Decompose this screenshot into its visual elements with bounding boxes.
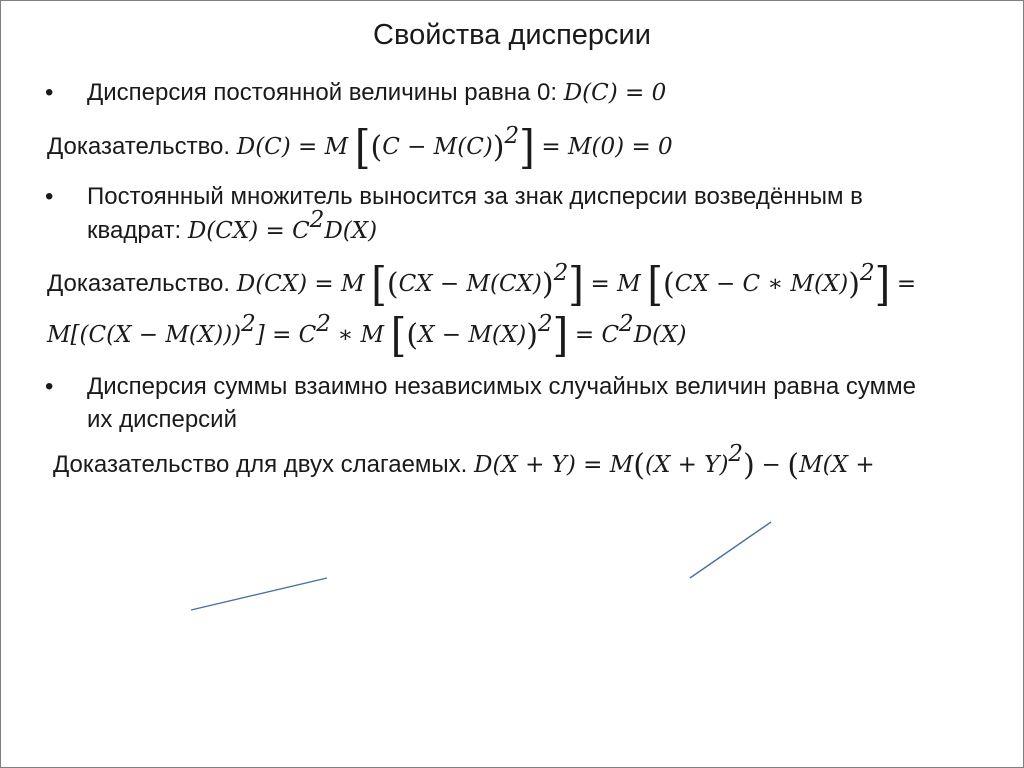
bracket-close: ] <box>519 121 535 175</box>
bracket-close: ] <box>568 258 584 312</box>
proof-1-b: C − M(C) <box>382 134 493 160</box>
proof-2-i: X − M(X) <box>418 322 527 348</box>
paren-open: ( <box>787 448 800 483</box>
proof-2-f: M[(C(X − M(X))) <box>47 322 242 348</box>
proof-2-k: D(X) <box>633 322 687 348</box>
proof-1-exp: 2 <box>504 123 520 149</box>
paren-close: ) <box>492 130 505 165</box>
proof-2-g: ] = C <box>255 322 317 348</box>
proof-3-label: Доказательство для двух слагаемых. <box>53 451 474 478</box>
proof-3-a: D(X + Y) = M <box>474 452 634 478</box>
proof-3-b: (X + Y) <box>645 452 729 478</box>
proof-2-exp1: 2 <box>553 260 569 286</box>
proof-1-a: D(C) = M <box>236 134 349 160</box>
proof-3-d: M(X + <box>799 452 875 478</box>
bullet-2-formula-b: D(X) <box>324 218 378 244</box>
bracket-open: [ <box>371 258 387 312</box>
proof-2-d: CX − C ∗ M(X) <box>674 271 849 297</box>
bullet-2-formula-a: D(CX) = C <box>187 218 310 244</box>
bullet-2-line-1: Постоянный множитель выносится за знак дисперсии возведённым в <box>87 183 863 210</box>
bracket-close: ] <box>552 309 569 363</box>
paren-close: ) <box>848 267 860 302</box>
proof-2-exp5: 2 <box>537 311 553 337</box>
proof-2-b: CX − M(CX) <box>398 271 542 297</box>
bullet-1-marker: • <box>45 79 54 106</box>
proof-2-exp4: 2 <box>316 311 331 337</box>
paren-close: ) <box>526 318 538 353</box>
paren-open: ( <box>662 267 675 302</box>
annotation-stroke <box>690 522 771 578</box>
paren-open: ( <box>633 448 646 483</box>
proof-2-j: = C <box>574 322 620 348</box>
proof-3-c: − <box>761 452 781 478</box>
proof-2-c: = M <box>590 271 641 297</box>
bullet-3-marker: • <box>45 373 54 400</box>
paren-open: ( <box>406 318 419 353</box>
proof-2-exp3: 2 <box>241 311 256 337</box>
bullet-2-text-2: квадрат: <box>87 217 188 244</box>
annotation-layer <box>1 1 1023 767</box>
proof-2-h: ∗ M <box>337 322 385 348</box>
proof-2-e: = <box>896 271 917 297</box>
paren-close: ) <box>743 448 755 483</box>
bullet-2-formula-exp: 2 <box>309 207 325 233</box>
paren-open: ( <box>386 267 399 302</box>
proof-1-label: Доказательство. <box>47 133 237 160</box>
proof-3-exp: 2 <box>728 441 744 467</box>
bracket-open: [ <box>354 121 371 175</box>
proof-2-exp2: 2 <box>860 260 875 286</box>
paren-close: ) <box>541 267 554 302</box>
slide-title: Свойства дисперсии <box>373 19 651 51</box>
bullet-3-line-2: их дисперсий <box>87 406 237 433</box>
bullet-1-text: Дисперсия постоянной величины равна 0: <box>87 79 564 106</box>
bracket-open: [ <box>390 309 407 363</box>
proof-1-c: = M(0) = 0 <box>541 134 673 160</box>
bracket-close: ] <box>874 258 891 312</box>
proof-2-a: D(CX) = M <box>236 271 365 297</box>
paren-open: ( <box>370 130 383 165</box>
annotation-stroke <box>191 578 327 610</box>
bullet-1-formula: D(C) = 0 <box>563 80 667 106</box>
proof-2-label: Доказательство. <box>47 270 237 297</box>
bullet-3-line-1: Дисперсия суммы взаимно независимых случайных величин равна сумме <box>87 373 916 400</box>
bullet-2-marker: • <box>45 183 54 210</box>
proof-2-exp6: 2 <box>619 311 634 337</box>
bracket-open: [ <box>647 258 663 312</box>
